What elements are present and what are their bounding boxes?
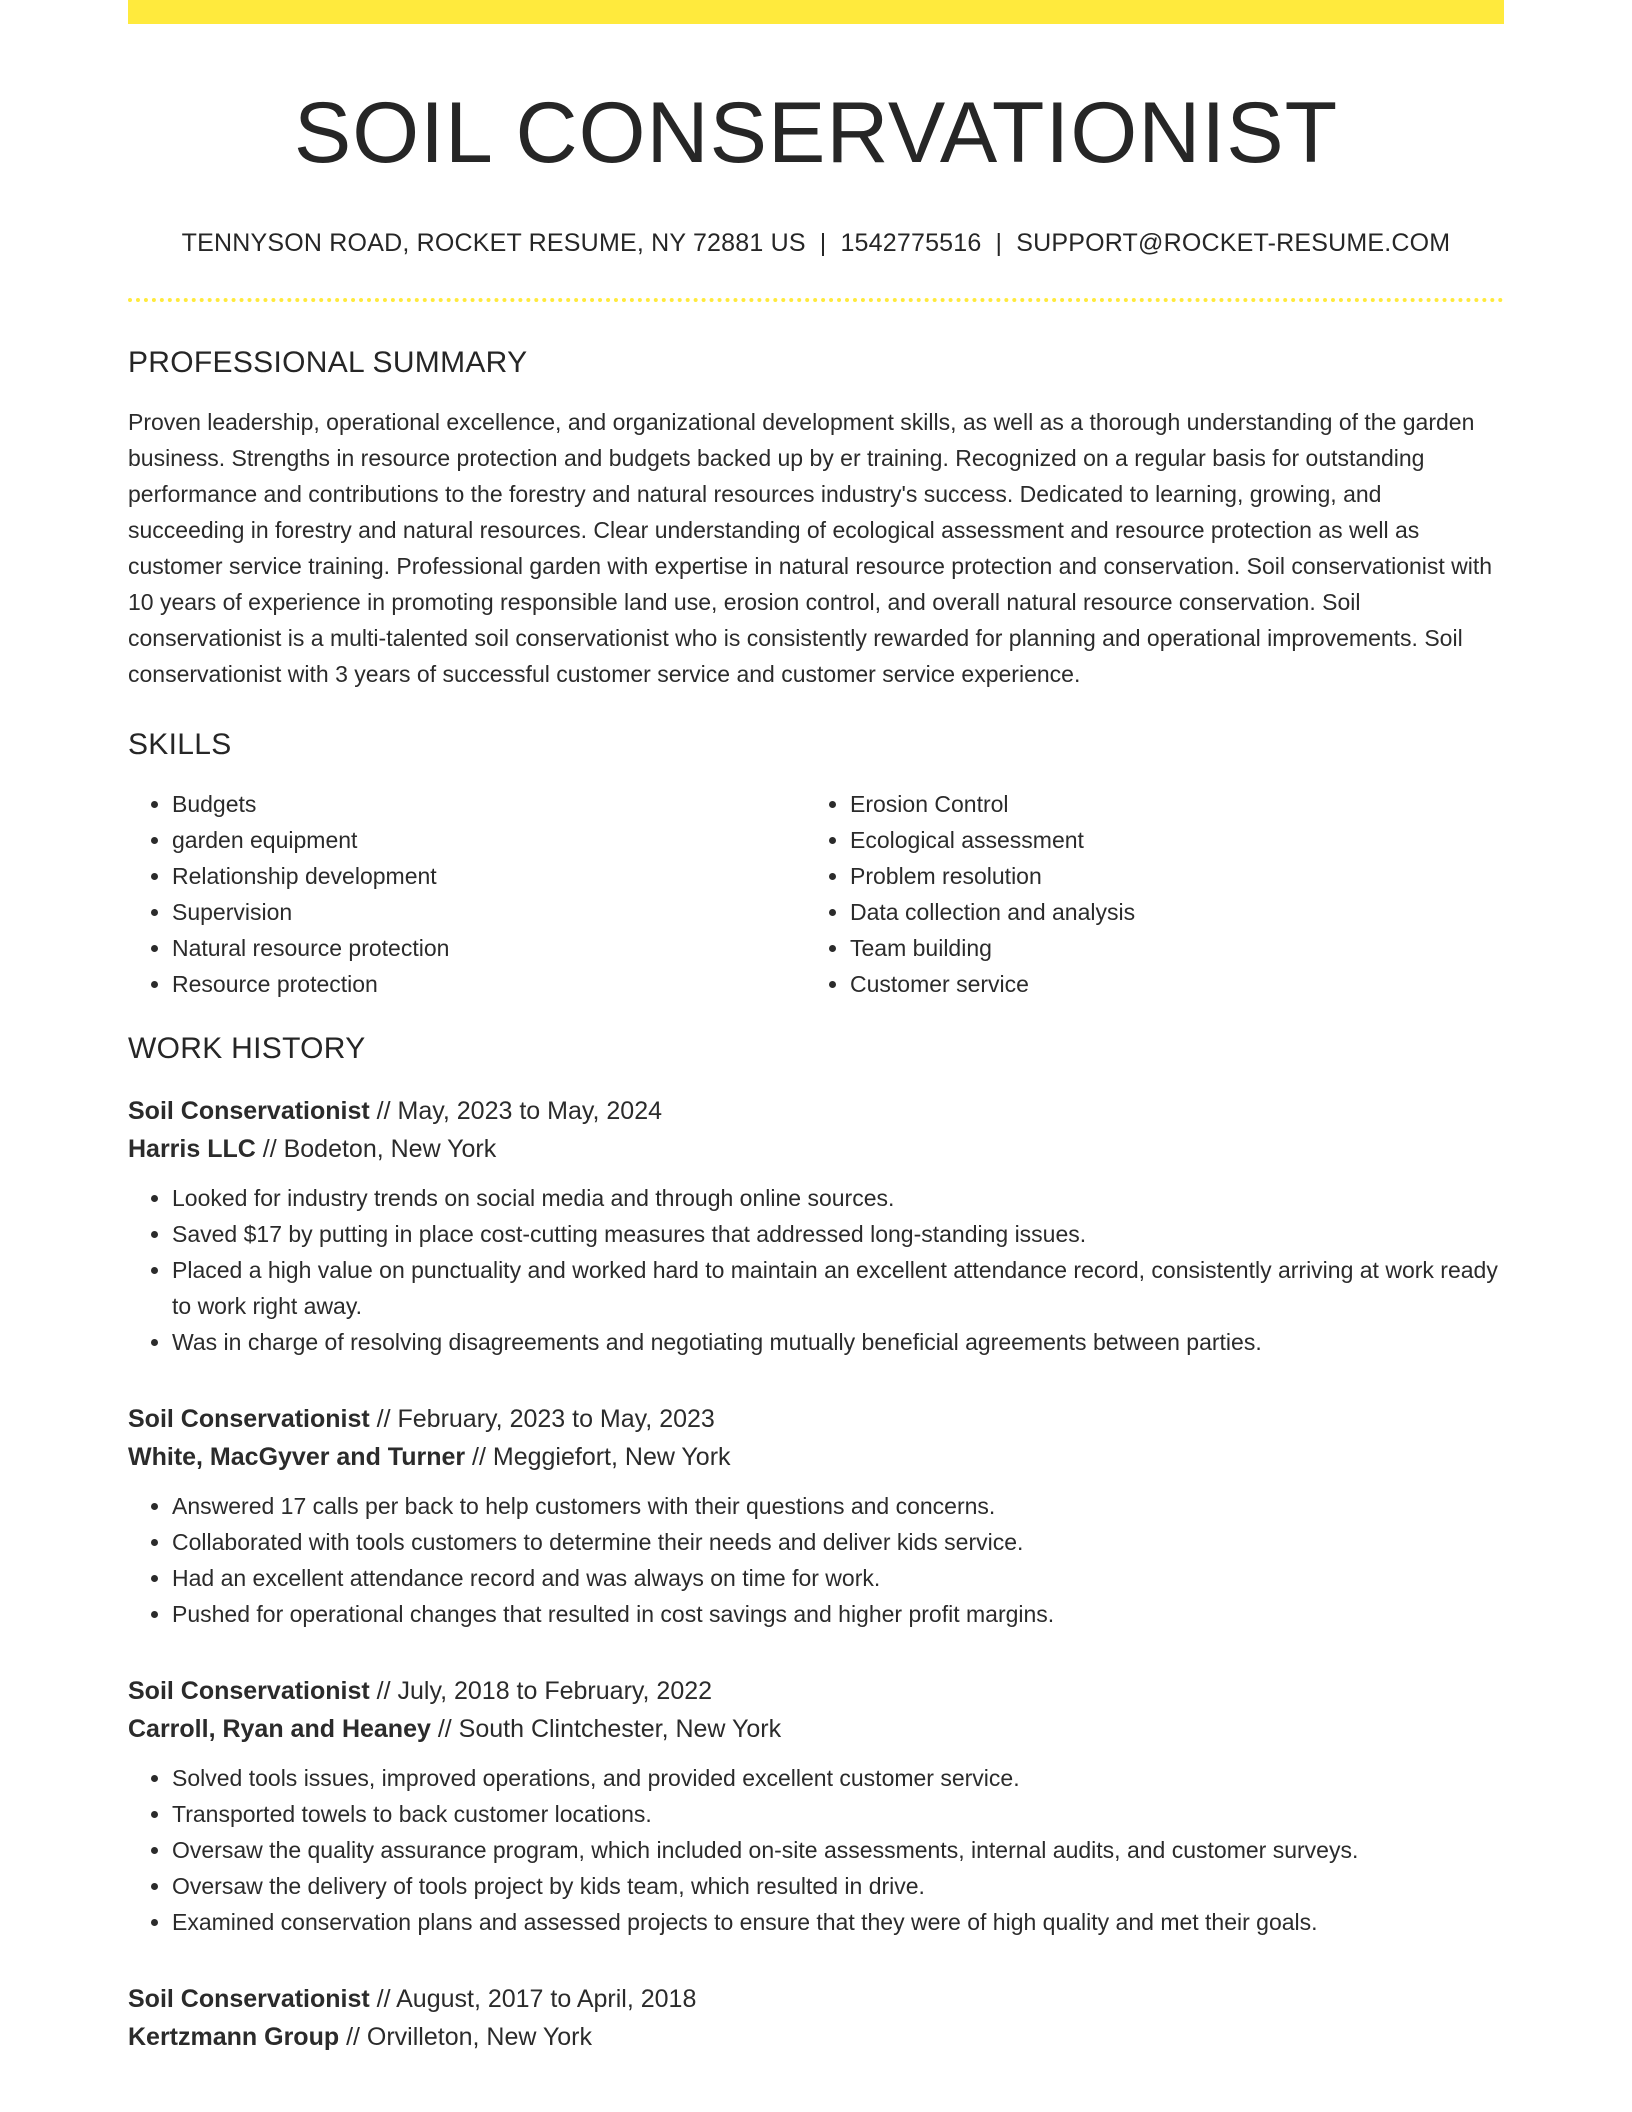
job-entry [128,1092,1504,1360]
job-role: Soil Conservationist [128,1404,370,1433]
job-location: // Orvilleton, New York [339,2022,593,2051]
job-bullet: • Collaborated with tools customers to determine their needs and deliver kids service. [172,1524,1504,1560]
skills-section [128,728,1504,1002]
job-bullet: • Examined conservation plans and assessed projects to ensure that they were of high quality and met their goals. [172,1904,1504,1940]
skill-item: • Natural resource protection [172,930,806,966]
resume-page [128,0,1504,2056]
skills-column-left [128,786,806,1002]
job-company-line [128,1710,1504,1748]
skills-column-right [806,786,1484,1002]
job-bullets [128,1180,1504,1360]
skill-item: • Team building [850,930,1484,966]
skill-item: • Customer service [850,966,1484,1002]
job-location: // South Clintchester, New York [430,1714,782,1743]
job-bullets [128,1488,1504,1632]
job-location: // Bodeton, New York [255,1134,497,1163]
skill-item: • Supervision [172,894,806,930]
accent-top-bar [128,0,1504,24]
skill-item: • garden equipment [172,822,806,858]
job-role: Soil Conservationist [128,1984,370,2013]
skills-grid [128,786,1504,1002]
professional-summary-section [128,346,1504,692]
contact-address: TENNYSON ROAD, ROCKET RESUME, NY 72881 US [181,228,806,257]
job-bullets [128,1760,1504,1940]
job-bullet: • Saved $17 by putting in place cost-cutting measures that addressed long-standing issues. [172,1216,1504,1252]
job-location: // Meggiefort, New York [465,1442,731,1471]
skill-item: • Relationship development [172,858,806,894]
contact-line [128,229,1504,258]
job-bullet: • Transported towels to back customer locations. [172,1796,1504,1832]
job-bullet: • Answered 17 calls per back to help customers with their questions and concerns. [172,1488,1504,1524]
job-bullet: • Looked for industry trends on social media and through online sources. [172,1180,1504,1216]
skill-item: • Budgets [172,786,806,822]
section-title-skills: SKILLS [128,727,232,761]
job-role-line [128,1672,1504,1710]
skill-item: • Problem resolution [850,858,1484,894]
section-title-work: WORK HISTORY [128,1031,366,1065]
job-entry [128,1980,1504,2056]
contact-email: SUPPORT@ROCKET-RESUME.COM [1016,228,1451,257]
job-bullet: • Was in charge of resolving disagreements and negotiating mutually beneficial agreements between parties. [172,1324,1504,1360]
job-entry [128,1672,1504,1940]
job-company-line [128,1130,1504,1168]
job-bullet: • Oversaw the quality assurance program, which included on-site assessments, internal audits, and customer surveys. [172,1832,1504,1868]
job-dates: // August, 2017 to April, 2018 [369,1984,697,2013]
dotted-divider [128,298,1504,302]
skill-item: • Data collection and analysis [850,894,1484,930]
summary-text: Proven leadership, operational excellence, and organizational development skills, as well as a thorough understanding of the garden business. Strengths in resource protection and budgets backed up by er training. Recognized on a regular basis for outstanding performance and contributions to the forestry and natural resources industry's success. Dedicated to learning, growing, and succeeding in forestry and natural resources. Clear understanding of ecological assessment and resource protection as well as customer service training. Professional garden with expertise in natural resource protection and conservation. Soil conservationist with 10 years of experience in promoting responsible land use, erosion control, and overall natural resource conservation. Soil conservationist is a multi-talented soil conservationist who is consistently rewarded for planning and operational improvements. Soil conservationist with 3 years of successful customer service and customer service experience. [128,408,1493,687]
job-company: Harris LLC [128,1134,256,1163]
section-title-summary: PROFESSIONAL SUMMARY [128,345,528,379]
job-role: Soil Conservationist [128,1676,370,1705]
job-dates: // February, 2023 to May, 2023 [369,1404,715,1433]
job-role-line [128,1092,1504,1130]
job-bullet: • Solved tools issues, improved operations, and provided excellent customer service. [172,1760,1504,1796]
contact-separator: | [819,228,827,257]
job-dates: // July, 2018 to February, 2022 [369,1676,713,1705]
job-bullet: • Oversaw the delivery of tools project by kids team, which resulted in drive. [172,1868,1504,1904]
job-role: Soil Conservationist [128,1096,370,1125]
job-bullet: • Had an excellent attendance record and was always on time for work. [172,1560,1504,1596]
contact-separator: | [995,228,1003,257]
skill-item: • Ecological assessment [850,822,1484,858]
job-company: White, MacGyver and Turner [128,1442,466,1471]
contact-phone: 1542775516 [840,228,982,257]
skill-item: • Resource protection [172,966,806,1002]
job-company: Carroll, Ryan and Heaney [128,1714,431,1743]
job-company-line [128,1438,1504,1476]
job-company: Kertzmann Group [128,2022,340,2051]
job-company-line [128,2018,1504,2056]
job-role-line [128,1400,1504,1438]
job-bullet: • Placed a high value on punctuality and worked hard to maintain an excellent attendance record, consistently arriving at work ready to work right away. [172,1252,1504,1324]
job-bullet: • Pushed for operational changes that resulted in cost savings and higher profit margins. [172,1596,1504,1632]
job-role-line [128,1980,1504,2018]
job-dates: // May, 2023 to May, 2024 [369,1096,663,1125]
job-entry [128,1400,1504,1632]
work-history-section [128,1032,1504,2056]
resume-name: SOIL CONSERVATIONIST [293,85,1339,181]
skill-item: • Erosion Control [850,786,1484,822]
